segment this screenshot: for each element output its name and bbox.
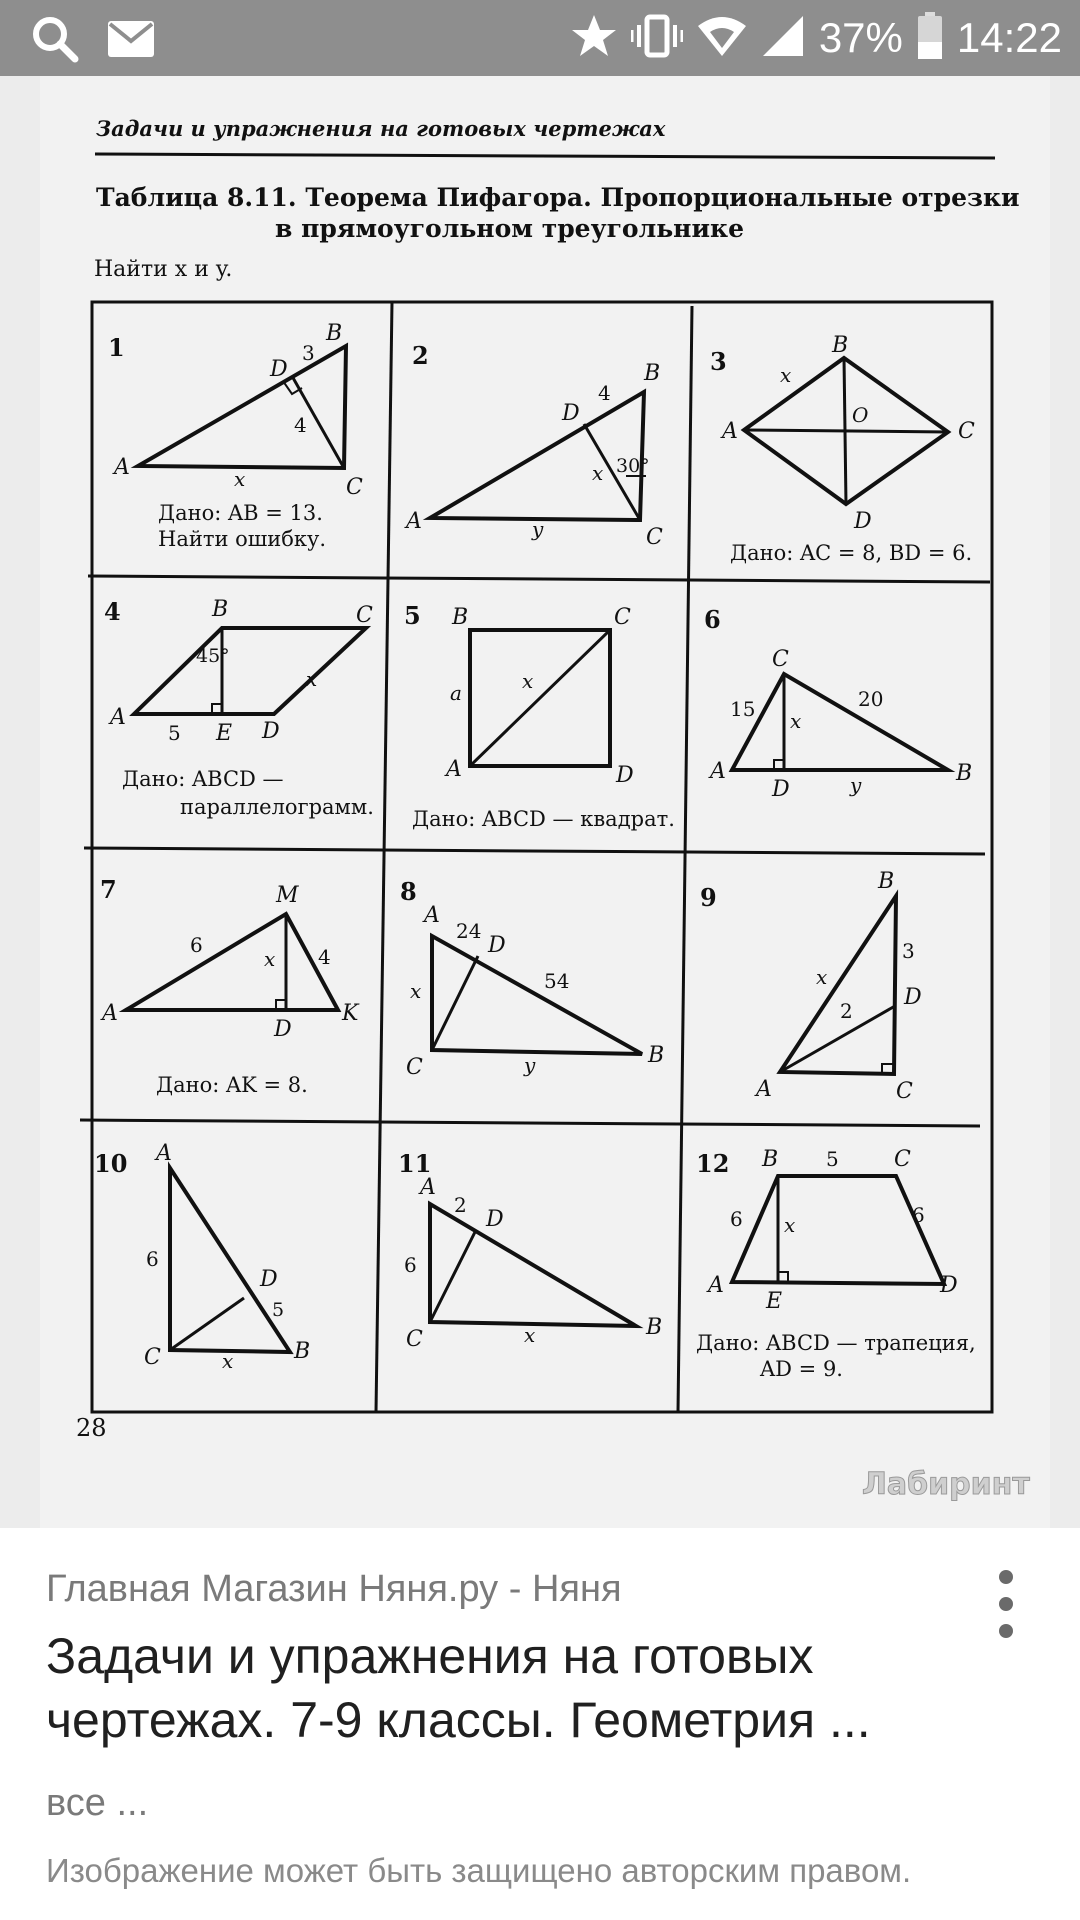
more-vert-icon	[999, 1570, 1013, 1584]
result-title[interactable]: Задачи и упражнения на готовых чертежах. 7-9 классы. Геометрия ...	[46, 1628, 871, 1748]
svg-text:параллелограмм.: параллелограмм.	[180, 795, 374, 819]
search-icon	[30, 14, 80, 68]
svg-text:A: A	[424, 903, 440, 928]
svg-text:A: A	[156, 1141, 172, 1166]
svg-text:E: E	[766, 1289, 783, 1314]
svg-text:B: B	[956, 761, 973, 786]
svg-text:2: 2	[840, 999, 853, 1023]
svg-text:C: C	[356, 603, 373, 628]
svg-text:4: 4	[104, 597, 121, 626]
svg-text:A: A	[756, 1077, 772, 1102]
svg-text:A: A	[114, 455, 130, 480]
svg-text:A: A	[722, 419, 738, 444]
svg-text:B: B	[294, 1339, 311, 1364]
watermark-logo: Лабиринт	[862, 1467, 1030, 1502]
svg-text:x: x	[222, 1349, 234, 1373]
svg-text:B: B	[832, 333, 849, 358]
vibrate-icon	[631, 13, 683, 63]
svg-text:C: C	[958, 419, 975, 444]
svg-text:D: D	[486, 1207, 504, 1232]
svg-text:D: D	[262, 719, 280, 744]
svg-text:D: D	[270, 357, 288, 382]
svg-text:AD = 9.: AD = 9.	[760, 1357, 843, 1381]
svg-text:D: D	[854, 509, 872, 534]
svg-text:C: C	[614, 605, 631, 630]
svg-text:y: y	[524, 1053, 536, 1077]
svg-text:4: 4	[318, 945, 331, 969]
svg-text:5: 5	[404, 601, 421, 630]
svg-text:A: A	[446, 757, 462, 782]
svg-text:4: 4	[598, 381, 611, 405]
svg-text:7: 7	[100, 875, 117, 904]
svg-text:Дано: ABCD —: Дано: ABCD —	[122, 767, 284, 791]
svg-text:Дано: ABCD — квадрат.: Дано: ABCD — квадрат.	[412, 807, 675, 831]
svg-text:K: K	[342, 1001, 359, 1026]
svg-text:B: B	[762, 1147, 779, 1172]
svg-text:D: D	[260, 1267, 278, 1292]
svg-text:C: C	[144, 1345, 161, 1370]
copyright-notice: Изображение может быть защищено авторским правом.	[46, 1852, 912, 1889]
svg-text:12: 12	[696, 1149, 730, 1178]
svg-text:C: C	[772, 647, 789, 672]
svg-text:8: 8	[400, 877, 417, 906]
svg-text:2: 2	[454, 1193, 467, 1217]
battery-percent: 37%	[818, 14, 903, 61]
svg-text:B: B	[648, 1043, 665, 1068]
svg-text:3: 3	[902, 939, 915, 963]
svg-text:C: C	[346, 475, 363, 500]
see-all-link[interactable]: все ...	[46, 1782, 149, 1824]
svg-text:30°: 30°	[616, 455, 650, 477]
svg-text:15: 15	[730, 697, 756, 721]
svg-text:C: C	[406, 1327, 423, 1352]
svg-text:x: x	[816, 965, 828, 989]
svg-text:10: 10	[94, 1149, 128, 1178]
svg-text:x: x	[524, 1323, 536, 1347]
battery-icon	[917, 12, 943, 64]
wifi-icon	[697, 14, 747, 62]
svg-text:B: B	[646, 1315, 663, 1340]
mail-icon	[108, 21, 154, 61]
svg-text:54: 54	[544, 969, 570, 993]
svg-text:x: x	[780, 363, 792, 387]
svg-text:24: 24	[456, 919, 482, 943]
svg-text:x: x	[790, 709, 802, 733]
svg-text:x: x	[306, 667, 318, 691]
svg-text:E: E	[216, 721, 233, 746]
svg-text:A: A	[710, 759, 726, 784]
image-result-info	[0, 1528, 1080, 1920]
task-text: Найти x и y.	[94, 257, 233, 282]
svg-text:x: x	[234, 467, 246, 491]
result-source[interactable]: Главная Магазин Няня.ру - Няня	[46, 1568, 622, 1610]
svg-text:C: C	[406, 1055, 423, 1080]
svg-text:x: x	[410, 979, 422, 1003]
svg-text:5: 5	[168, 721, 181, 745]
svg-text:A: A	[708, 1273, 724, 1298]
svg-text:x: x	[592, 461, 604, 485]
svg-text:9: 9	[700, 883, 717, 912]
svg-text:5: 5	[826, 1147, 839, 1171]
book-header: Задачи и упражнения на готовых чертежах	[96, 116, 666, 141]
svg-text:A: A	[110, 705, 126, 730]
svg-text:45°: 45°	[196, 645, 230, 667]
svg-text:x: x	[522, 669, 534, 693]
svg-text:20: 20	[858, 687, 884, 711]
status-bar	[0, 0, 1080, 76]
svg-text:Дано: ABCD — трапеция,: Дано: ABCD — трапеция,	[696, 1331, 976, 1355]
svg-text:A: A	[406, 509, 422, 534]
svg-text:C: C	[646, 525, 663, 550]
svg-text:B: B	[452, 605, 469, 630]
svg-text:1: 1	[108, 333, 125, 362]
clock: 14:22	[956, 14, 1062, 61]
svg-text:A: A	[102, 1001, 118, 1026]
svg-text:Дано: AK = 8.: Дано: AK = 8.	[156, 1073, 308, 1097]
svg-text:B: B	[644, 361, 661, 386]
svg-text:Дано: AB = 13.: Дано: AB = 13.	[158, 501, 323, 525]
book-page-scan	[0, 76, 1080, 1528]
svg-text:6: 6	[912, 1203, 925, 1227]
svg-text:x: x	[784, 1213, 796, 1237]
svg-text:C: C	[894, 1147, 911, 1172]
svg-text:y: y	[850, 773, 862, 797]
svg-text:A: A	[420, 1175, 436, 1200]
star-icon	[571, 13, 617, 63]
svg-text:6: 6	[404, 1253, 417, 1277]
svg-text:M: M	[276, 883, 299, 908]
svg-text:4: 4	[294, 413, 307, 437]
svg-text:x: x	[264, 947, 276, 971]
svg-text:3: 3	[302, 341, 315, 365]
svg-text:6: 6	[190, 933, 203, 957]
table-title-2: в прямоугольном треугольнике	[275, 214, 744, 243]
svg-text:Дано: AC = 8, BD = 6.: Дано: AC = 8, BD = 6.	[730, 541, 973, 565]
svg-text:D: D	[940, 1273, 958, 1298]
svg-text:2: 2	[412, 341, 429, 370]
svg-text:a: a	[450, 681, 462, 705]
svg-text:C: C	[896, 1079, 913, 1104]
svg-text:D: D	[616, 763, 634, 788]
svg-text:6: 6	[704, 605, 721, 634]
svg-text:y: y	[532, 517, 544, 541]
svg-text:5: 5	[272, 1299, 285, 1321]
svg-text:D: D	[562, 401, 580, 426]
svg-text:B: B	[212, 597, 229, 622]
svg-text:B: B	[878, 869, 895, 894]
svg-text:D: D	[772, 777, 790, 802]
svg-text:O: O	[852, 403, 869, 427]
more-options-button[interactable]	[984, 1564, 1028, 1644]
svg-text:3: 3	[710, 347, 727, 376]
svg-text:B: B	[326, 321, 343, 346]
table-title-1: Таблица 8.11. Теорема Пифагора. Пропорциональные отрезки	[96, 183, 1020, 212]
svg-text:11: 11	[398, 1149, 432, 1178]
page-number: 28	[76, 1414, 107, 1442]
svg-text:Найти ошибку.: Найти ошибку.	[158, 527, 327, 551]
image-viewer[interactable]	[0, 76, 1080, 1528]
svg-text:D: D	[488, 933, 506, 958]
svg-text:6: 6	[146, 1247, 159, 1271]
svg-text:D: D	[274, 1017, 292, 1042]
svg-text:6: 6	[730, 1207, 743, 1231]
signal-icon	[761, 14, 805, 62]
svg-text:D: D	[904, 985, 922, 1010]
